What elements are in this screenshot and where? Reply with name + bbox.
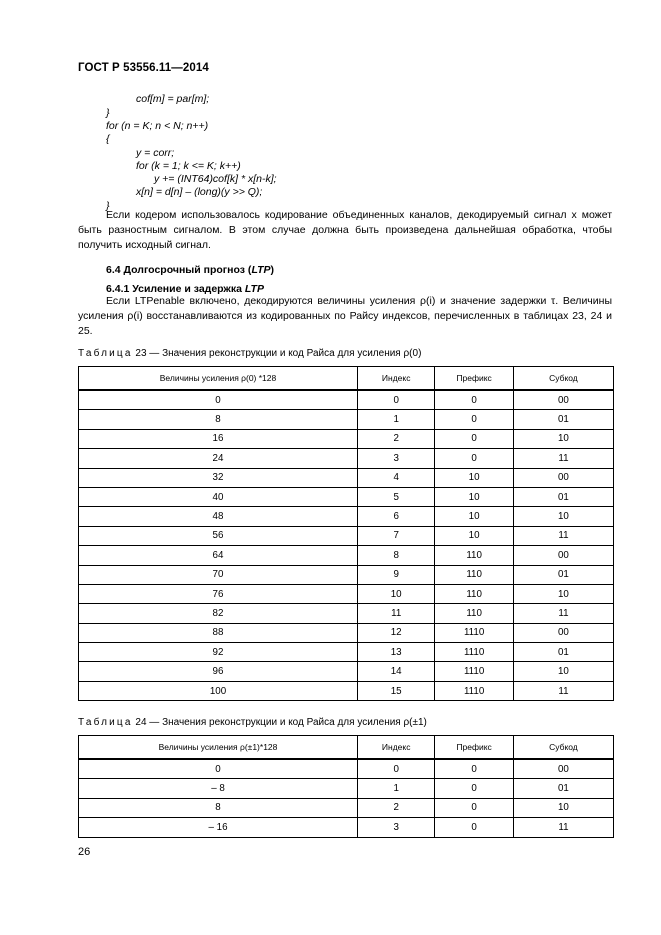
table-row	[79, 468, 614, 487]
column-header: Величины усиления ρ(0) *128	[79, 367, 358, 391]
subsection-heading: 6.4.1 Усиление и задержка LTP	[106, 283, 264, 295]
document-header: ГОСТ Р 53556.11—2014	[78, 62, 209, 74]
table-cell: 6	[358, 507, 435, 526]
table-cell: 11	[513, 604, 613, 623]
table-row	[79, 526, 614, 545]
paragraph-text: Если LTPenable включено, декодируются величины усиления ρ(i) и значение задержки τ. Величины усиления ρ(i) восстанавливаются из кодированных по Райсу индексов, перечисленных в таблицах 23, 24 и 25.	[78, 295, 612, 337]
table-cell: 0	[435, 410, 513, 429]
table-cell: 110	[435, 584, 513, 603]
table-cell: 0	[435, 779, 513, 798]
column-header: Префикс	[435, 736, 513, 760]
table-cell: 92	[79, 643, 358, 662]
table-cell: 13	[358, 643, 435, 662]
table-cell: 3	[358, 818, 435, 837]
paragraph-joint-stereo	[78, 208, 612, 253]
table-cell: 10	[513, 662, 613, 681]
table-row	[79, 429, 614, 448]
code-line: x[n] = d[n] – (long)(y >> Q);	[136, 186, 263, 198]
column-header: Величины усиления ρ(±1)*128	[79, 736, 358, 760]
section-heading: 6.4 Долгосрочный прогноз (LTP)	[106, 264, 274, 276]
table-cell: 0	[435, 798, 513, 817]
table-cell: 10	[513, 507, 613, 526]
code-line: cof[m] = par[m];	[136, 93, 210, 105]
column-header: Индекс	[358, 736, 435, 760]
code-line: }	[106, 200, 110, 212]
table-cell: 64	[79, 546, 358, 565]
page-number: 26	[78, 846, 91, 858]
table-row	[79, 565, 614, 584]
table-23	[78, 366, 614, 701]
table-cell: 11	[513, 681, 613, 700]
table-cell: 10	[513, 584, 613, 603]
table-cell: 11	[513, 818, 613, 837]
table-cell: 110	[435, 604, 513, 623]
table-cell: 1	[358, 410, 435, 429]
table-cell: 10	[435, 487, 513, 506]
table-row	[79, 662, 614, 681]
table-cell: 1110	[435, 623, 513, 642]
table-cell: 8	[79, 410, 358, 429]
table-cell: 24	[79, 449, 358, 468]
table-row	[79, 604, 614, 623]
table-cell: 8	[79, 798, 358, 817]
column-header: Индекс	[358, 367, 435, 391]
subsection-acronym: LTP	[244, 283, 264, 295]
table-cell: 1	[358, 779, 435, 798]
table-cell: 01	[513, 565, 613, 584]
table-cell: – 16	[79, 818, 358, 837]
table-cell: 00	[513, 390, 613, 410]
code-line: for (k = 1; k <= K; k++)	[136, 160, 241, 172]
table-row	[79, 643, 614, 662]
table-row	[79, 818, 614, 837]
table-cell: 00	[513, 546, 613, 565]
column-header: Префикс	[435, 367, 513, 391]
table-cell: 0	[358, 759, 435, 779]
table-cell: 0	[435, 390, 513, 410]
code-line: for (n = K; n < N; n++)	[106, 120, 209, 132]
table-cell: 0	[435, 429, 513, 448]
code-line: y += (INT64)cof[k] * x[n-k];	[154, 173, 277, 185]
table-cell: 12	[358, 623, 435, 642]
table-cell: 16	[79, 429, 358, 448]
table-header-row	[79, 736, 614, 760]
table-cell: 0	[435, 449, 513, 468]
table-row	[79, 681, 614, 700]
table-row	[79, 410, 614, 429]
column-header: Субкод	[513, 736, 613, 760]
table-cell: 10	[435, 526, 513, 545]
table-cell: 0	[435, 818, 513, 837]
table-cell: 01	[513, 643, 613, 662]
section-acronym: LTP	[251, 264, 271, 276]
table-row	[79, 507, 614, 526]
table-header-row	[79, 367, 614, 391]
table-cell: 1110	[435, 662, 513, 681]
table-cell: 1110	[435, 681, 513, 700]
table-cell: 100	[79, 681, 358, 700]
table-cell: 8	[358, 546, 435, 565]
table-row	[79, 623, 614, 642]
table-row	[79, 546, 614, 565]
paragraph-text: Если кодером использовалось кодирование объединенных каналов, декодируемый сигнал x может быть разностным сигналом. В этом случае должна быть произведена дальнейшая обработка, чтобы получить исходный сигнал.	[78, 209, 612, 251]
table-cell: 0	[358, 390, 435, 410]
table-row	[79, 584, 614, 603]
table-cell: 56	[79, 526, 358, 545]
table-cell: 0	[79, 390, 358, 410]
table-cell: 110	[435, 565, 513, 584]
table-cell: 70	[79, 565, 358, 584]
table-cell: 00	[513, 468, 613, 487]
table-cell: 14	[358, 662, 435, 681]
code-line: {	[106, 133, 110, 145]
table-cell: 1110	[435, 643, 513, 662]
table-cell: 48	[79, 507, 358, 526]
table-cell: 9	[358, 565, 435, 584]
table-cell: 2	[358, 798, 435, 817]
table-cell: 00	[513, 623, 613, 642]
table-cell: 0	[435, 759, 513, 779]
table-cell: 32	[79, 468, 358, 487]
table-row	[79, 779, 614, 798]
table-row	[79, 487, 614, 506]
table23-caption: Таблица 23 — Значения реконструкции и код Райса для усиления ρ(0)	[78, 348, 422, 359]
table-cell: 01	[513, 779, 613, 798]
table-cell: 3	[358, 449, 435, 468]
table-cell: 0	[79, 759, 358, 779]
table-cell: 10	[513, 798, 613, 817]
table-cell: – 8	[79, 779, 358, 798]
table-cell: 01	[513, 410, 613, 429]
code-line: y = corr;	[136, 147, 175, 159]
code-line: }	[106, 107, 110, 119]
table-cell: 110	[435, 546, 513, 565]
table-cell: 15	[358, 681, 435, 700]
table-cell: 5	[358, 487, 435, 506]
table-cell: 11	[358, 604, 435, 623]
table-cell: 96	[79, 662, 358, 681]
table-cell: 76	[79, 584, 358, 603]
table-cell: 11	[513, 449, 613, 468]
table24-caption: Таблица 24 — Значения реконструкции и код Райса для усиления ρ(±1)	[78, 717, 427, 728]
table-cell: 10	[435, 468, 513, 487]
table-cell: 40	[79, 487, 358, 506]
table-row	[79, 449, 614, 468]
table-24	[78, 735, 614, 838]
table-cell: 10	[513, 429, 613, 448]
table-cell: 4	[358, 468, 435, 487]
table-cell: 11	[513, 526, 613, 545]
table-row	[79, 759, 614, 779]
table-cell: 01	[513, 487, 613, 506]
table-cell: 10	[435, 507, 513, 526]
table-cell: 88	[79, 623, 358, 642]
table-row	[79, 798, 614, 817]
table-cell: 10	[358, 584, 435, 603]
table-cell: 82	[79, 604, 358, 623]
table-cell: 00	[513, 759, 613, 779]
table-cell: 7	[358, 526, 435, 545]
table-cell: 2	[358, 429, 435, 448]
paragraph-ltp	[78, 294, 612, 339]
column-header: Субкод	[513, 367, 613, 391]
table-row	[79, 390, 614, 410]
